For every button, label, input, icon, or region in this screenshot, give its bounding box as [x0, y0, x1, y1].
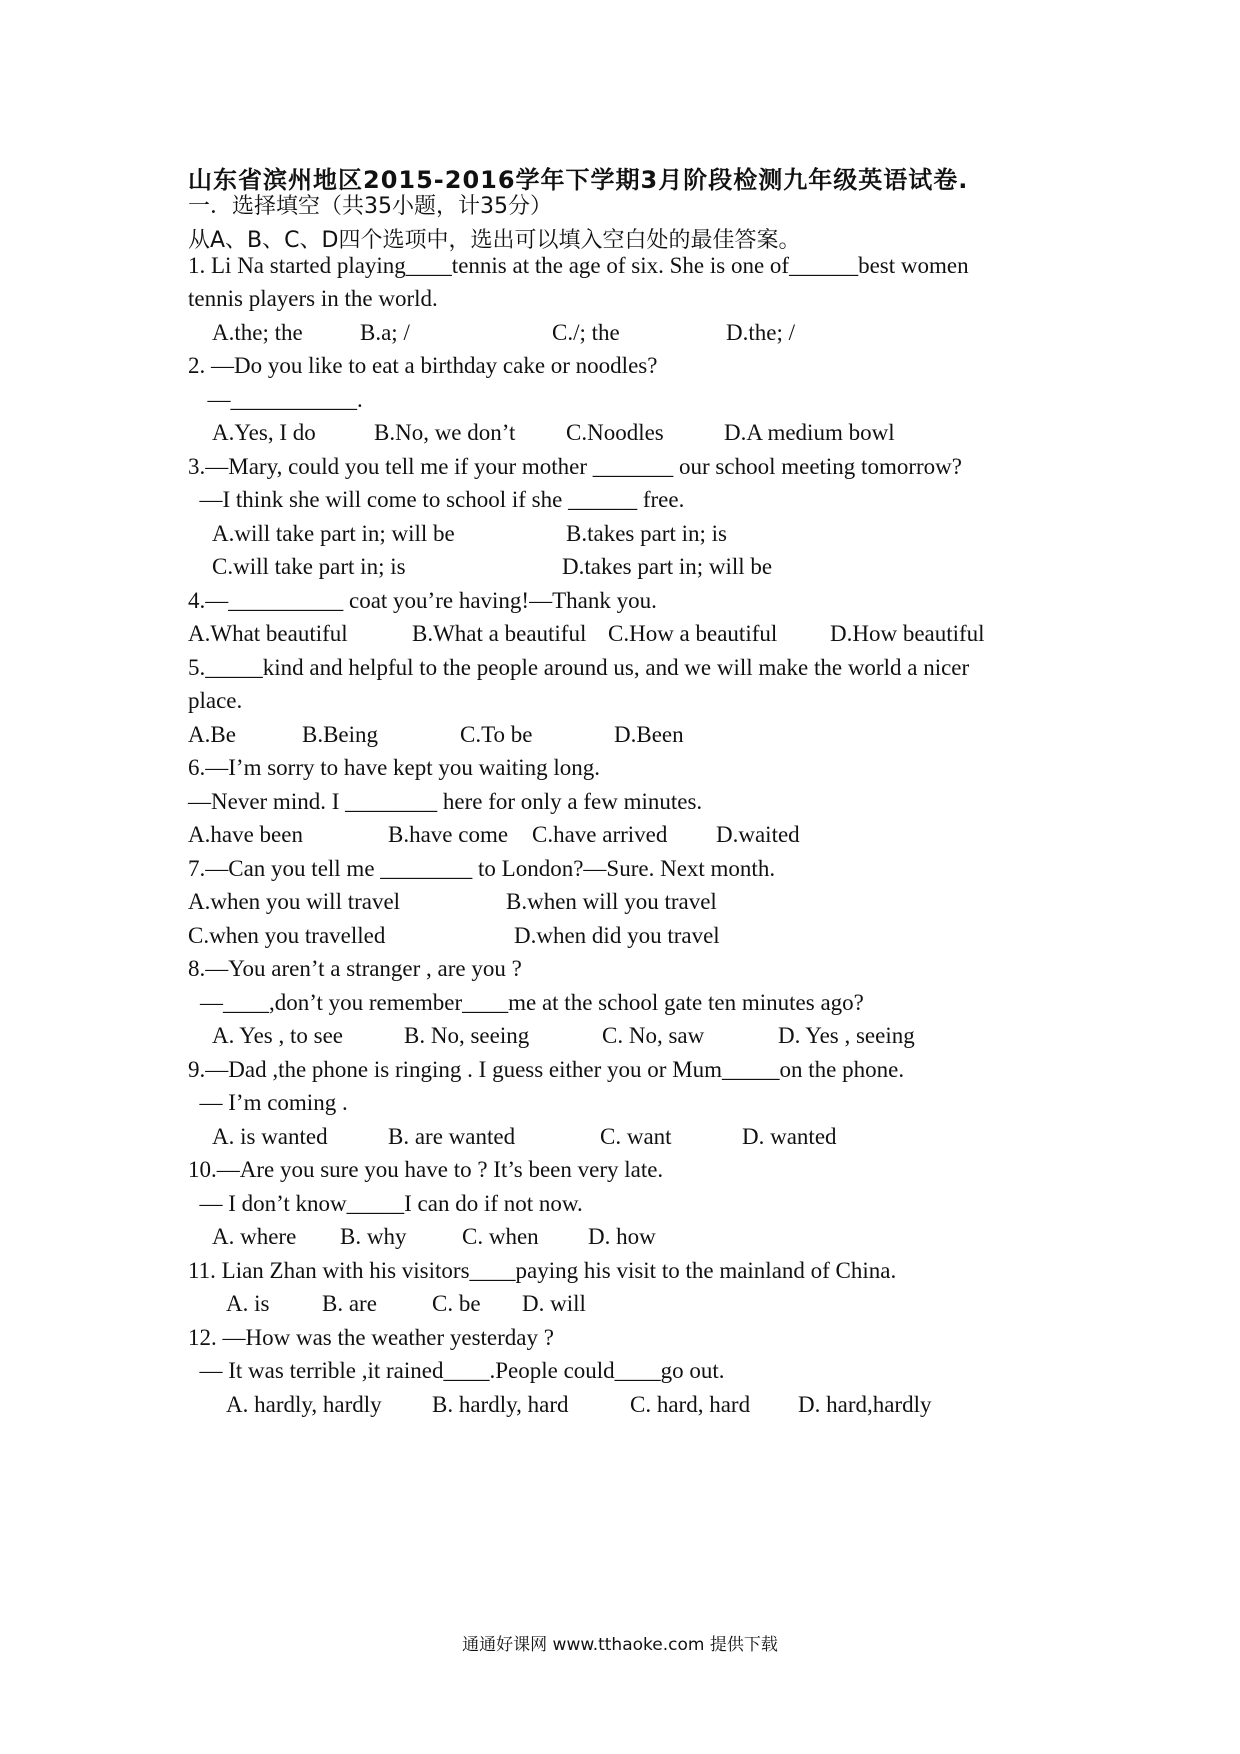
q10-option-c: C. when	[462, 1224, 539, 1249]
q7-option-d: D.when did you travel	[514, 923, 720, 948]
q2-option-b: B.No, we don’t	[374, 420, 516, 445]
q5-option-c: C.To be	[460, 722, 533, 747]
q8-option-d: D. Yes , seeing	[778, 1023, 915, 1048]
q4-stem-1: 4.—__________ coat you’re having!—Thank you.	[188, 588, 657, 613]
q11-option-a: A. is	[226, 1291, 270, 1316]
q3-option-b: B.takes part in; is	[566, 521, 727, 546]
q6-stem-2: —Never mind. I ________ here for only a few minutes.	[188, 789, 703, 814]
q1-option-a: A.the; the	[212, 320, 303, 345]
q10-stem-1: 10.—Are you sure you have to ? It’s been very late.	[188, 1157, 664, 1182]
q5-option-d: D.Been	[614, 722, 684, 747]
q8-option-c: C. No, saw	[602, 1023, 705, 1048]
q7-option-a: A.when you will travel	[188, 889, 401, 914]
q4-option-c: C.How a beautiful	[608, 621, 778, 646]
q3-option-c: C.will take part in; is	[212, 554, 406, 579]
q8-option-a: A. Yes , to see	[212, 1023, 343, 1048]
section-heading: 一．选择填空（共35小题，计35分）	[188, 194, 552, 219]
q10-stem-2: — I don’t know_____I can do if not now.	[188, 1191, 583, 1216]
q7-option-b: B.when will you travel	[506, 889, 717, 914]
q9-option-c: C. want	[600, 1124, 672, 1149]
q1-option-c: C./; the	[552, 320, 620, 345]
q8-stem-1: 8.—You aren’t a stranger , are you ?	[188, 956, 522, 981]
q3-stem-2: —I think she will come to school if she ______ free.	[188, 487, 685, 512]
q4-option-a: A.What beautiful	[188, 621, 348, 646]
q12-option-c: C. hard, hard	[630, 1392, 751, 1417]
q5-stem-2: place.	[188, 688, 243, 713]
q2-stem-2: —___________.	[196, 387, 363, 412]
q1-option-d: D.the; /	[726, 320, 795, 345]
q9-stem-1: 9.—Dad ,the phone is ringing . I guess either you or Mum_____on the phone.	[188, 1057, 905, 1082]
q12-option-a: A. hardly, hardly	[226, 1392, 382, 1417]
q9-option-d: D. wanted	[742, 1124, 837, 1149]
q5-option-b: B.Being	[302, 722, 379, 747]
q7-option-c: C.when you travelled	[188, 923, 386, 948]
q7-stem-1: 7.—Can you tell me ________ to London?—Sure. Next month.	[188, 856, 776, 881]
q2-option-d: D.A medium bowl	[724, 420, 895, 445]
q8-option-b: B. No, seeing	[404, 1023, 530, 1048]
page-title: 山东省滨州地区2015-2016学年下学期3月阶段检测九年级英语试卷.	[188, 166, 969, 194]
q6-option-d: D.waited	[716, 822, 800, 847]
q2-stem-1: 2. —Do you like to eat a birthday cake or noodles?	[188, 353, 658, 378]
q4-option-d: D.How beautiful	[830, 621, 985, 646]
q1-stem-1: 1. Li Na started playing____tennis at the age of six. She is one of______best women	[188, 253, 969, 278]
q10-option-d: D. how	[588, 1224, 656, 1249]
q11-option-b: B. are	[322, 1291, 377, 1316]
q11-option-d: D. will	[522, 1291, 586, 1316]
q6-stem-1: 6.—I’m sorry to have kept you waiting long.	[188, 755, 601, 780]
q10-option-a: A. where	[212, 1224, 297, 1249]
q12-option-d: D. hard,hardly	[798, 1392, 932, 1417]
q3-option-d: D.takes part in; will be	[562, 554, 773, 579]
q3-option-a: A.will take part in; will be	[212, 521, 455, 546]
q11-stem-1: 11. Lian Zhan with his visitors____paying his visit to the mainland of China.	[188, 1258, 897, 1283]
q6-option-b: B.have come	[388, 822, 509, 847]
q3-stem-1: 3.—Mary, could you tell me if your mother _______ our school meeting tomorrow?	[188, 454, 962, 479]
q8-stem-2: —____,don’t you remember____me at the school gate ten minutes ago?	[200, 990, 864, 1015]
q11-option-c: C. be	[432, 1291, 481, 1316]
q2-option-c: C.Noodles	[566, 420, 664, 445]
q5-stem-1: 5._____kind and helpful to the people around us, and we will make the world a nicer	[188, 655, 970, 680]
q12-stem-1: 12. —How was the weather yesterday ?	[188, 1325, 554, 1350]
q9-stem-2: — I’m coming .	[188, 1090, 348, 1115]
q9-option-b: B. are wanted	[388, 1124, 516, 1149]
q4-option-b: B.What a beautiful	[412, 621, 587, 646]
q10-option-b: B. why	[340, 1224, 407, 1249]
q12-stem-2: — It was terrible ,it rained____.People could____go out.	[188, 1358, 725, 1383]
q6-option-a: A.have been	[188, 822, 303, 847]
q9-option-a: A. is wanted	[212, 1124, 328, 1149]
q5-option-a: A.Be	[188, 722, 236, 747]
q2-option-a: A.Yes, I do	[212, 420, 316, 445]
q1-stem-2: tennis players in the world.	[188, 286, 438, 311]
section-instruction: 从A、B、C、D四个选项中，选出可以填入空白处的最佳答案。	[188, 228, 801, 253]
q6-option-c: C.have arrived	[532, 822, 668, 847]
page-footer: 通通好课网 www.tthaoke.com 提供下载	[462, 1635, 778, 1655]
q12-option-b: B. hardly, hard	[432, 1392, 569, 1417]
q1-option-b: B.a; /	[360, 320, 410, 345]
